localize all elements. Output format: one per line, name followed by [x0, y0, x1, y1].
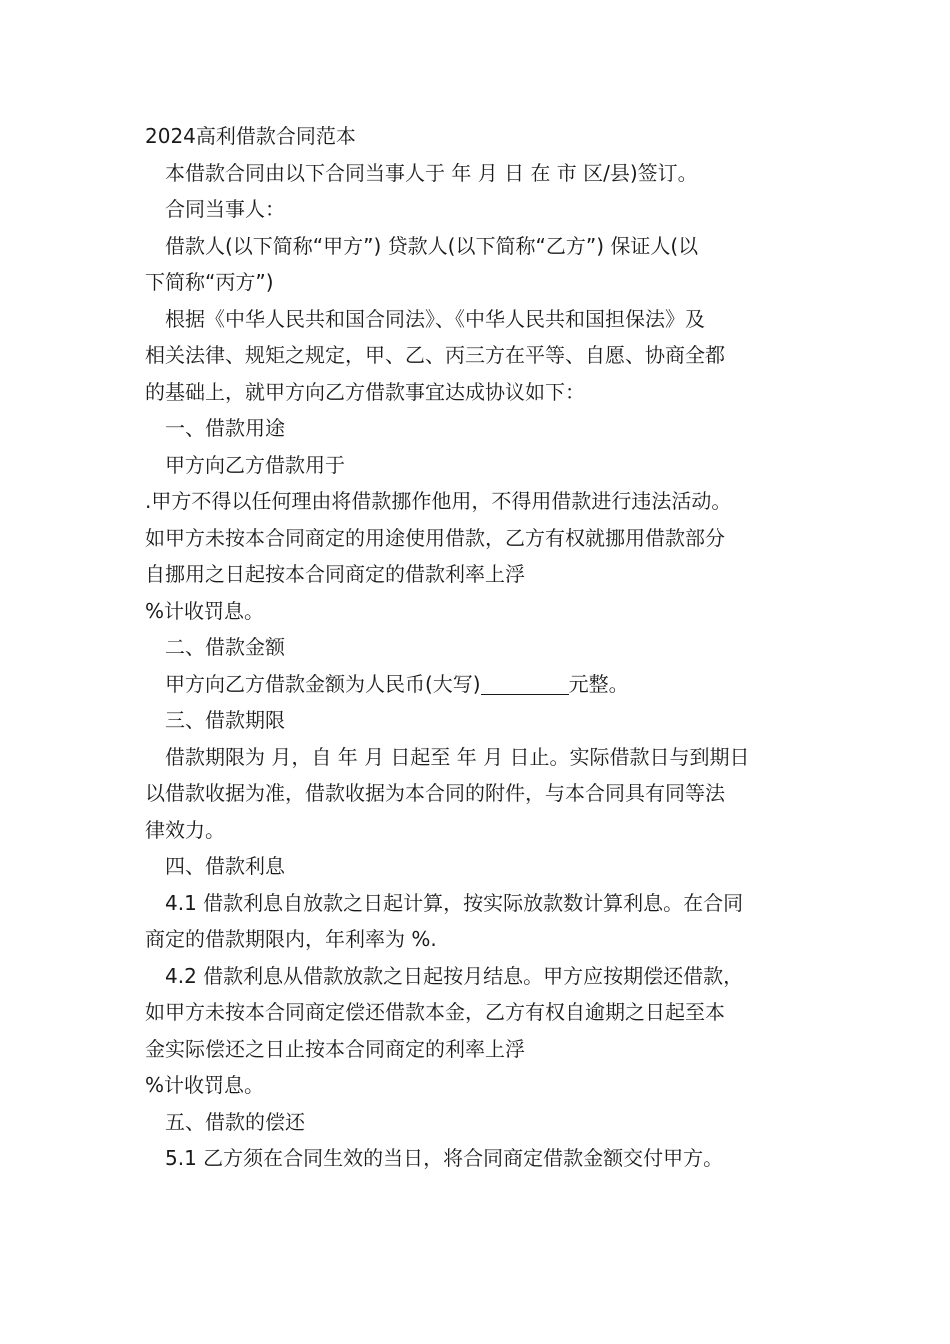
amount-blank-field: [481, 672, 569, 695]
section-heading: 三、借款期限: [165, 708, 285, 732]
paragraph-line: 合同当事人：: [165, 197, 285, 221]
paragraph-line: 如甲方未按本合同商定偿还借款本金，乙方有权自逾期之日起至本: [145, 1000, 725, 1024]
paragraph-line: 4.1 借款利息自放款之日起计算，按实际放款数计算利息。在合同: [165, 890, 744, 915]
paragraph-line: 律效力。: [145, 817, 225, 842]
section-heading: 一、借款用途: [165, 416, 285, 440]
paragraph-line: 金实际偿还之日止按本合同商定的利率上浮: [145, 1036, 525, 1061]
paragraph-line: %计收罚息。: [145, 1073, 265, 1097]
paragraph-line: .甲方不得以任何理由将借款挪作他用，不得用借款进行违法活动。: [145, 489, 732, 513]
amount-suffix: 元整。: [568, 671, 629, 696]
section-heading: 四、借款利息: [165, 854, 285, 878]
paragraph-line: 如甲方未按本合同商定的用途使用借款，乙方有权就挪用借款部分: [145, 525, 725, 550]
paragraph-line: %计收罚息。: [145, 598, 265, 623]
paragraph-line: 本借款合同由以下合同当事人于 年 月 日 在 市 区/县)签订。: [165, 160, 698, 185]
paragraph-line: 的基础上，就甲方向乙方借款事宜达成协议如下：: [145, 379, 585, 404]
paragraph-line: 甲方向乙方借款用于: [165, 452, 345, 477]
paragraph-line: [145, 666, 807, 703]
paragraph-line: 5.1 乙方须在合同生效的当日，将合同商定借款金额交付甲方。: [165, 1146, 724, 1170]
paragraph-line: 自挪用之日起按本合同商定的借款利率上浮: [145, 562, 525, 586]
document-title: 2024高利借款合同范本: [145, 124, 356, 148]
paragraph-line: 商定的借款期限内，年利率为 %.: [145, 927, 437, 951]
section-heading: 五、借款的偿还: [165, 1109, 305, 1134]
paragraph-line: 根据《中华人民共和国合同法》、《中华人民共和国担保法》及: [165, 306, 705, 331]
document-body: [145, 118, 807, 1177]
paragraph-line: 4.2 借款利息从借款放款之日起按月结息。甲方应按期偿还借款，: [165, 963, 744, 988]
section-heading: 二、借款金额: [165, 635, 285, 659]
paragraph-line: 借款人(以下简称“甲方”) 贷款人(以下简称“乙方”) 保证人(以: [165, 233, 699, 258]
paragraph-line: 下简称“丙方”): [145, 270, 274, 294]
amount-label: 甲方向乙方借款金额为人民币(大写): [165, 671, 481, 696]
paragraph-line: 相关法律、规矩之规定，甲、乙、丙三方在平等、自愿、协商全都: [145, 343, 725, 367]
paragraph-line: 借款期限为 月，自 年 月 日起至 年 月 日止。实际借款日与到期日: [165, 744, 750, 769]
paragraph-line: 以借款收据为准，借款收据为本合同的附件，与本合同具有同等法: [145, 781, 725, 805]
